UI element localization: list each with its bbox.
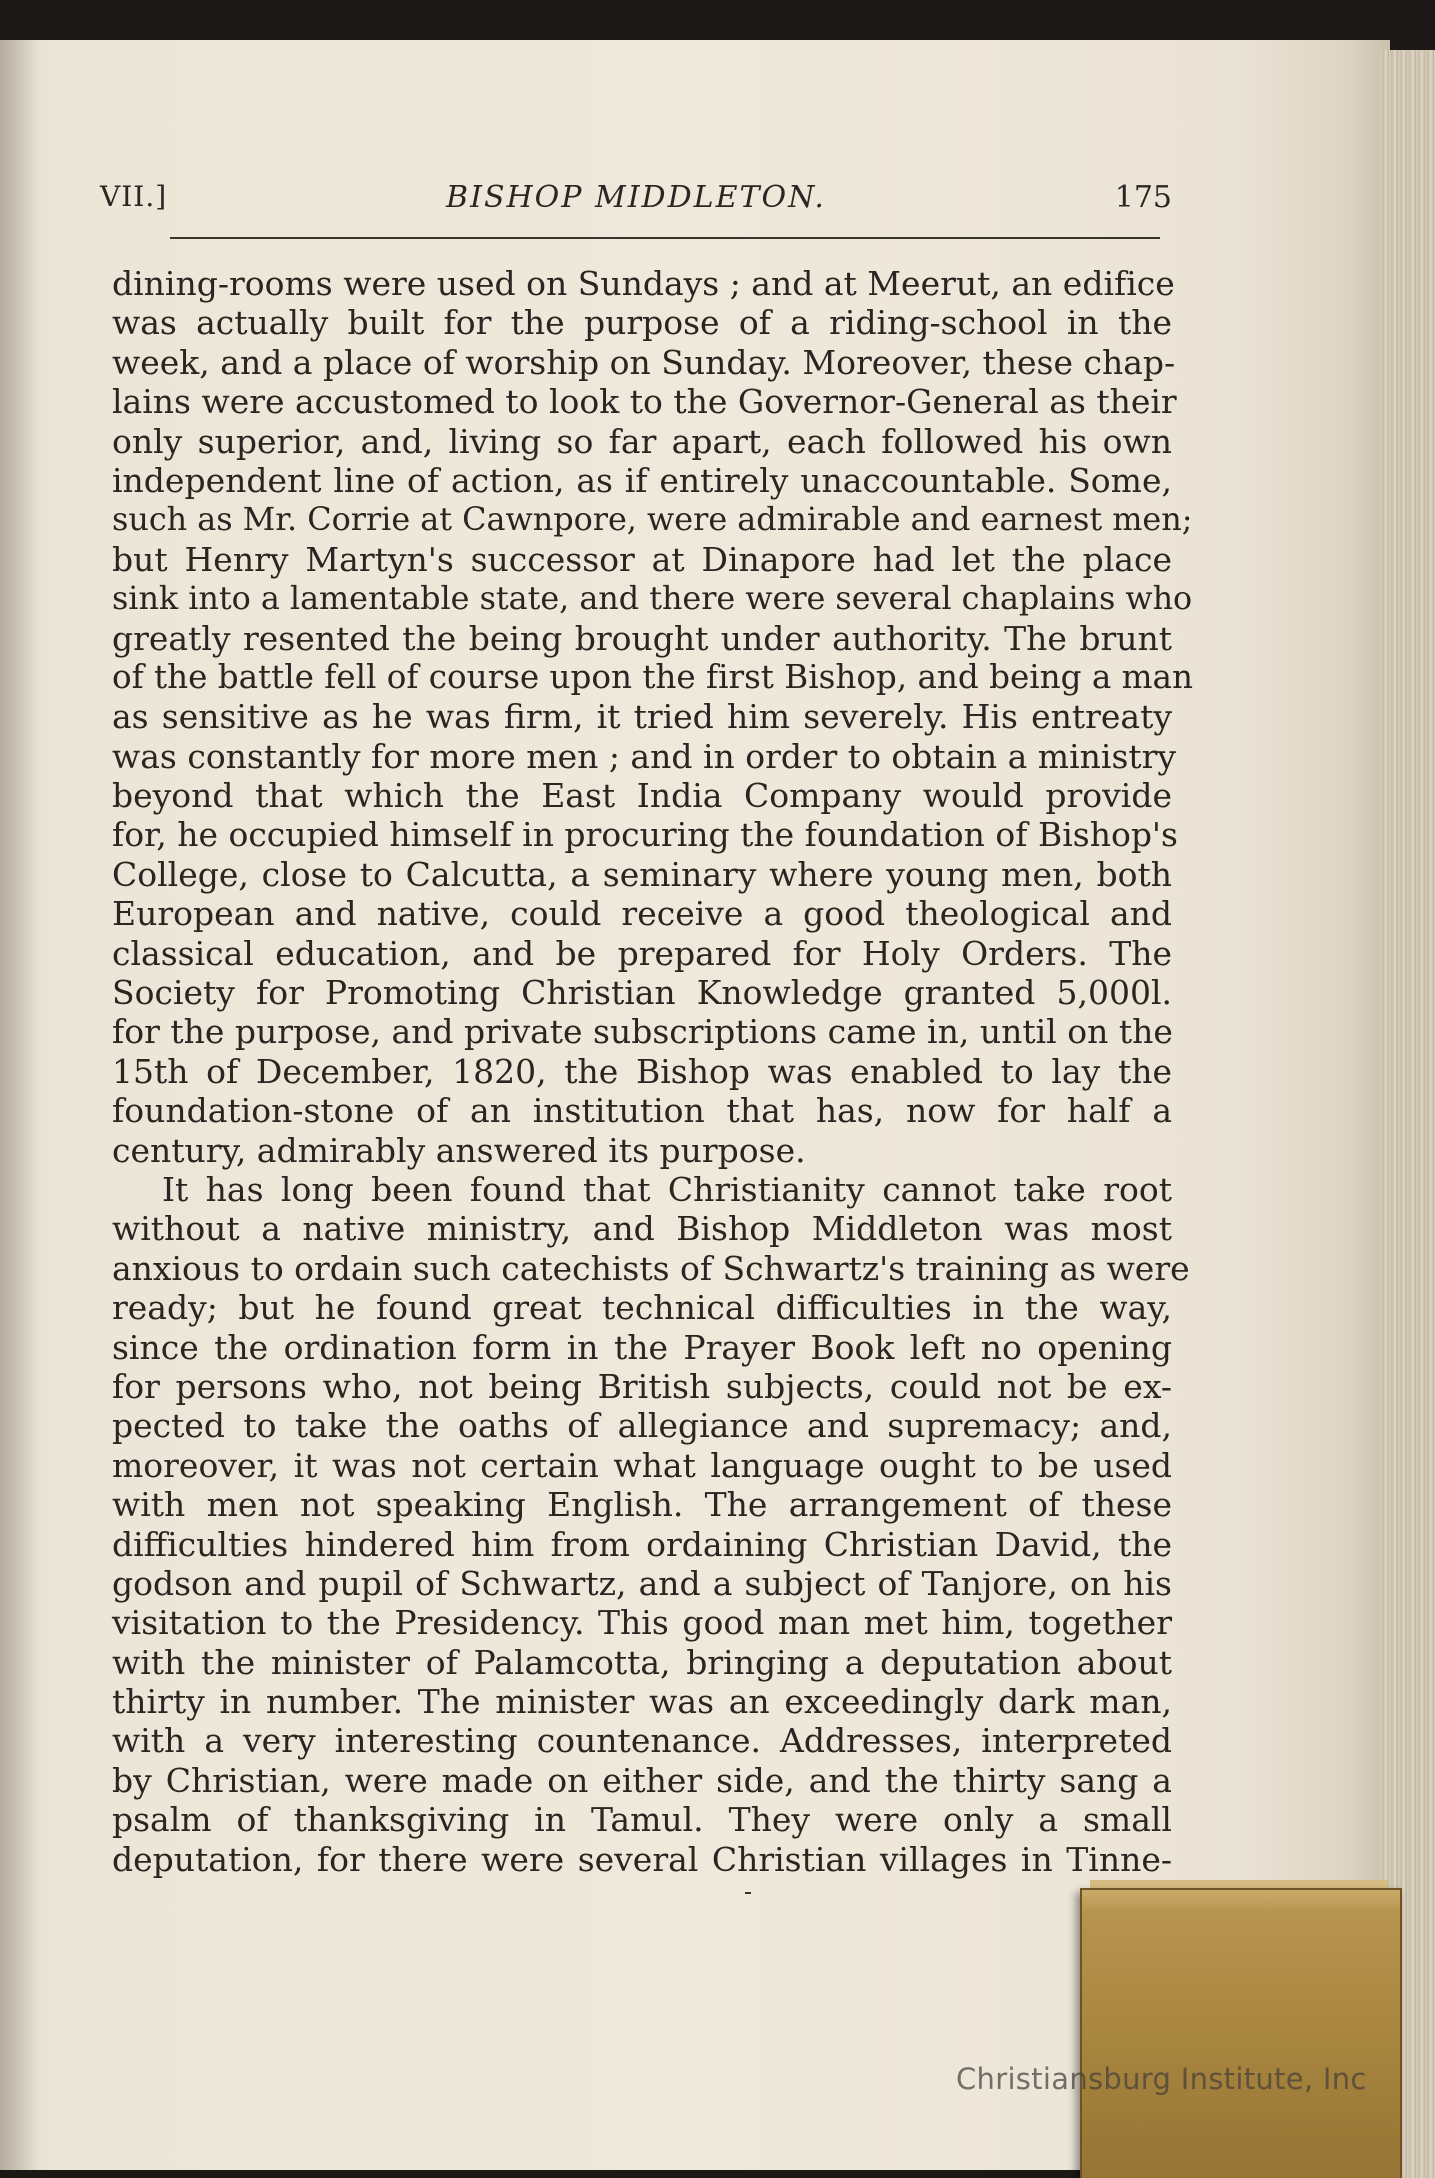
text-line: ready; but he found great technical difficulties in the way, <box>112 1288 1172 1328</box>
text-line: without a native ministry, and Bishop Middleton was most <box>112 1209 1172 1249</box>
text-line: only superior, and, living so far apart, each followed his own <box>112 421 1172 461</box>
text-line: by Christian, were made on either side, and the thirty sang a <box>112 1760 1172 1800</box>
text-line: European and native, could receive a good theological and <box>112 894 1172 934</box>
text-line: for persons who, not being British subjects, could not be ex- <box>112 1366 1172 1406</box>
catchword-mark <box>745 1892 751 1894</box>
watermark-text: Christiansburg Institute, Inc <box>956 2062 1367 2096</box>
text-line: with the minister of Palamcotta, bringing a deputation about <box>112 1642 1172 1682</box>
text-line: deputation, for there were several Christian villages in Tinne- <box>112 1839 1172 1879</box>
text-line: pected to take the oaths of allegiance and supremacy; and, <box>112 1406 1172 1446</box>
text-line: 15th of December, 1820, the Bishop was enabled to lay the <box>112 1051 1172 1091</box>
text-line: but Henry Martyn's successor at Dinapore had let the place <box>112 539 1172 579</box>
text-line: It has long been found that Christianity cannot take root <box>162 1169 1172 1209</box>
text-line: lains were accustomed to look to the Governor-General as their <box>112 382 1177 422</box>
text-line: was constantly for more men ; and in order to obtain a ministry <box>112 736 1177 776</box>
text-line: as sensitive as he was firm, it tried him severely. His entreaty <box>112 697 1172 737</box>
text-line: visitation to the Presidency. This good man met him, together <box>112 1603 1172 1643</box>
text-line: century, admirably answered its purpose. <box>112 1130 806 1170</box>
text-line: with men not speaking English. The arrangement of these <box>112 1485 1172 1525</box>
text-line: Society for Promoting Christian Knowledge granted 5,000l. <box>112 973 1172 1013</box>
chapter-number: VII.] <box>100 180 168 213</box>
page-number: 175 <box>1114 180 1172 215</box>
gutter-shadow <box>0 40 40 2170</box>
text-line: difficulties hindered him from ordaining Christian David, the <box>112 1524 1172 1564</box>
text-line: classical education, and be prepared for Holy Orders. The <box>112 933 1172 973</box>
text-line: psalm of thanksgiving in Tamul. They were only a small <box>112 1800 1172 1840</box>
text-line: independent line of action, as if entirely unaccountable. Some, <box>112 460 1172 500</box>
text-line: greatly resented the being brought under authority. The brunt <box>112 618 1172 658</box>
gold-bookmark <box>1080 1888 1402 2178</box>
text-line: foundation-stone of an institution that has, now for half a <box>112 1091 1172 1131</box>
body-text <box>112 264 1193 1879</box>
text-line: anxious to ordain such catechists of Schwartz's training as were <box>112 1248 1190 1288</box>
text-line: for the purpose, and private subscriptions came in, until on the <box>112 1012 1173 1052</box>
text-line: sink into a lamentable state, and there were several chaplains who <box>112 579 1193 618</box>
text-line: godson and pupil of Schwartz, and a subject of Tanjore, on his <box>112 1563 1172 1603</box>
text-line: since the ordination form in the Prayer Book left no opening <box>112 1327 1172 1367</box>
text-line: dining-rooms were used on Sundays ; and at Meerut, an edifice <box>112 264 1175 303</box>
text-line: beyond that which the East India Company would provide <box>112 776 1172 816</box>
running-title: BISHOP MIDDLETON. <box>446 180 826 215</box>
header-rule <box>170 237 1160 239</box>
text-line: thirty in number. The minister was an exceedingly dark man, <box>112 1682 1172 1722</box>
page-edges <box>1380 50 1435 2178</box>
text-line: week, and a place of worship on Sunday. Moreover, these chap- <box>112 342 1176 382</box>
text-line: was actually built for the purpose of a riding-school in the <box>112 303 1172 343</box>
text-line: of the battle fell of course upon the first Bishop, and being a man <box>112 657 1193 696</box>
text-line: for, he occupied himself in procuring the foundation of Bishop's <box>112 815 1178 855</box>
text-line: College, close to Calcutta, a seminary where young men, both <box>112 854 1172 894</box>
text-line: such as Mr. Corrie at Cawnpore, were admirable and earnest men; <box>112 500 1193 539</box>
text-line: with a very interesting countenance. Addresses, interpreted <box>112 1721 1172 1761</box>
running-header <box>100 180 1172 240</box>
text-line: moreover, it was not certain what language ought to be used <box>112 1445 1172 1485</box>
